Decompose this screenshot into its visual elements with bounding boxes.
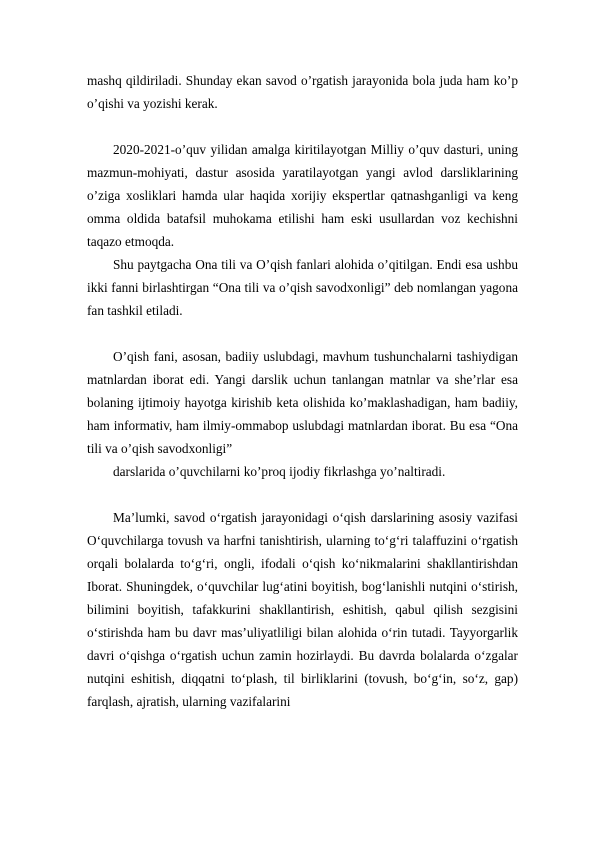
document-body bbox=[87, 69, 518, 713]
paragraph-subjects: Shu paytgacha Ona tili va O’qish fanlari alohida o’qitilgan. Endi esa ushbu ikki fanni birlashtirgan “Ona tili va o’qish savodxonligi” deb nomlangan yagona fan tashkil etiladi. bbox=[87, 257, 518, 318]
paragraph-literacy-tasks: Ma’lumki, savod oʻrgatish jarayonidagi oʻqish darslarining asosiy vazifasi Oʻquvchilarga tovush va harfni tanishtirish, ularning toʻgʻri talaffuzini oʻrgatish orqali bolalarda toʻgʻri, ongli, ifodali oʻqish koʻnikmalarini shakllantirishdan Iborat. Shuningdek, oʻquvchilar lugʻatini boyitish, bogʻlanishli nutqini oʻstirish, bilimini boyitish, tafakkurini shakllantirish, eshitish, qabul qilish sezgisini oʻstirishda ham bu davr mas’uliyatliligi bilan alohida oʻrin tutadi. Tayyorgarlik davri oʻqishga oʻrgatish uchun zamin hozirlaydi. Bu davrda bolalarda oʻzgalar nutqini eshitish, diqqatni toʻplash, til birliklarini (tovush, boʻgʻin, soʻz, gap) farqlash, ajratish, ularning vazifalarini bbox=[87, 510, 518, 709]
paragraph-continuation: mashq qildiriladi. Shunday ekan savod o’rgatish jarayonida bola juda ham ko’p o’qishi va yozishi kerak. bbox=[87, 73, 518, 111]
paragraph-gap bbox=[87, 483, 518, 506]
paragraph-gap bbox=[87, 115, 518, 138]
paragraph-curriculum: 2020-2021-o’quv yilidan amalga kiritilayotgan Milliy o’quv dasturi, uning mazmun-mohiyati, dastur asosida yaratilayotgan yangi avlod darsliklarining o’ziga xosliklari hamda ular haqida xorijiy ekspertlar qatnashganligi va keng omma oldida batafsil muhokama etilishi ham eski usullardan voz kechishni taqazo etmoqda. bbox=[87, 142, 518, 249]
paragraph-gap bbox=[87, 322, 518, 345]
paragraph-reading-subject: O’qish fani, asosan, badiiy uslubdagi, mavhum tushunchalarni tashiydigan matnlardan iborat edi. Yangi darslik uchun tanlangan matnlar va she’rlar esa bolaning ijtimoiy hayotga kirishib keta olishida ko’maklashadigan, ham badiiy, ham informativ, ham ilmiy-ommabop uslubdagi matnlardan iborat. Bu esa “Ona tili va o’qish savodxonligi” bbox=[87, 349, 518, 456]
paragraph-creative-thinking: darslarida o’quvchilarni ko’proq ijodiy fikrlashga yo’naltiradi. bbox=[113, 464, 446, 479]
